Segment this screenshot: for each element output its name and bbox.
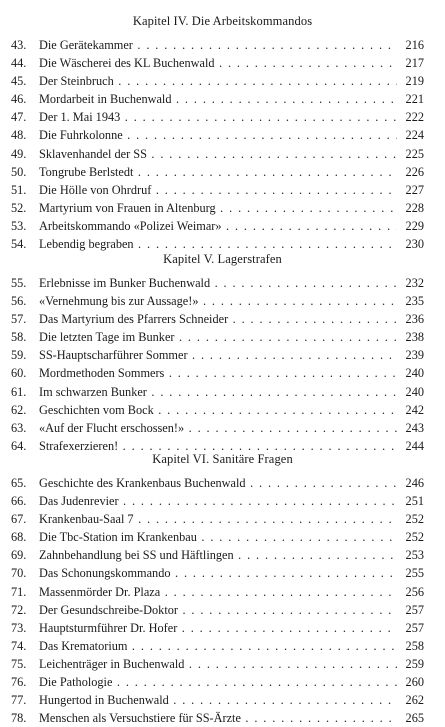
entry-number: 55.	[11, 276, 27, 290]
entry-title: Mordmethoden Sommers . . .	[39, 364, 397, 382]
entry-number: 47.	[11, 110, 27, 125]
entry-number: 68.	[11, 530, 27, 545]
entry-title: Der Gesundschreibe-Doktor . . .	[39, 601, 397, 619]
toc-entry	[0, 492, 445, 510]
entry-title: Leichenträger in Buchenwald . . .	[39, 655, 397, 673]
entry-number: 44.	[11, 56, 27, 71]
entry-number: 50.	[11, 164, 27, 179]
entry-number: 51.	[11, 182, 27, 197]
entry-title: Der Steinbruch . . .	[39, 72, 397, 90]
entry-number: 54.	[11, 237, 27, 252]
chapter-entries	[0, 36, 445, 253]
entry-page-number: 255	[405, 566, 424, 581]
entry-title: Massenmörder Dr. Plaza . . .	[39, 583, 397, 601]
entry-title: Erlebnisse im Bunker Buchenwald . . .	[39, 274, 397, 292]
toc-entry	[0, 54, 445, 72]
entry-title: Das Judenrevier . . .	[39, 492, 397, 510]
entry-page-number: 251	[405, 494, 424, 509]
entry-number: 61.	[11, 384, 27, 399]
entry-number: 74.	[11, 638, 27, 653]
toc-entry	[0, 691, 445, 709]
entry-number: 45.	[11, 74, 27, 89]
entry-number: 62.	[11, 402, 27, 417]
toc-entry	[0, 364, 445, 382]
toc-entry	[0, 510, 445, 528]
entry-title: Das Schonungskommando . . .	[39, 564, 397, 582]
entry-page-number: 222	[405, 110, 424, 125]
chapter-entries	[0, 274, 445, 455]
entry-number: 52.	[11, 200, 27, 215]
entry-title: Im schwarzen Bunker . . .	[39, 383, 397, 401]
entry-number: 70.	[11, 566, 27, 581]
entry-title: Der 1. Mai 1943 . . .	[39, 108, 397, 126]
toc-entry	[0, 310, 445, 328]
entry-page-number: 226	[405, 164, 424, 179]
entry-number: 46.	[11, 92, 27, 107]
toc-entry	[0, 126, 445, 144]
toc-entry	[0, 72, 445, 90]
chapter-heading: Kapitel VI. Sanitäre Fragen	[152, 452, 293, 466]
entry-number: 43.	[11, 38, 27, 52]
entry-title: Mordarbeit in Buchenwald . . .	[39, 90, 397, 108]
toc-entry	[0, 673, 445, 691]
entry-number: 65.	[11, 476, 27, 490]
entry-page-number: 252	[405, 512, 424, 527]
entry-page-number: 221	[405, 92, 424, 107]
entry-title: Zahnbehandlung bei SS und Häftlingen . . .	[39, 546, 397, 564]
entry-title: «Vernehmung bis zur Aussage!» . . .	[39, 292, 397, 310]
entry-number: 69.	[11, 548, 27, 563]
entry-title: Das Krematorium . . .	[39, 637, 397, 655]
entry-page-number: 227	[405, 182, 424, 197]
entry-title: Die letzten Tage im Bunker . . .	[39, 328, 397, 346]
toc-entry	[0, 346, 445, 364]
chapter-section	[0, 250, 445, 455]
entry-number: 48.	[11, 128, 27, 143]
entry-title: Die Hölle von Ohrdruf . . .	[39, 181, 397, 199]
entry-page-number: 256	[405, 584, 424, 599]
entry-page-number: 217	[405, 56, 424, 71]
entry-number: 78.	[11, 711, 27, 726]
entry-title: Arbeitskommando «Polizei Weimar» . . .	[39, 217, 397, 235]
entry-page-number: 216	[405, 38, 424, 52]
chapter-heading: Kapitel V. Lagerstrafen	[163, 252, 282, 266]
toc-entry	[0, 655, 445, 673]
entry-title: Die Tbc-Station im Krankenbau . . .	[39, 528, 397, 546]
entry-page-number: 262	[405, 693, 424, 708]
entry-page-number: 224	[405, 128, 424, 143]
toc-entry	[0, 528, 445, 546]
toc-entry	[0, 709, 445, 727]
entry-title: Martyrium von Frauen in Altenburg . . .	[39, 199, 397, 217]
entry-page-number: 228	[405, 200, 424, 215]
entry-title: Die Pathologie . . .	[39, 673, 397, 691]
entry-page-number: 244	[405, 438, 424, 453]
entry-number: 77.	[11, 693, 27, 708]
entry-title: Geschichten vom Bock . . .	[39, 401, 397, 419]
entry-page-number: 238	[405, 330, 424, 345]
entry-number: 49.	[11, 146, 27, 161]
entry-page-number: 260	[405, 675, 424, 690]
toc-entry	[0, 383, 445, 401]
entry-title: Hungertod in Buchenwald . . .	[39, 691, 397, 709]
entry-number: 67.	[11, 512, 27, 527]
entry-number: 58.	[11, 330, 27, 345]
chapter-section	[0, 450, 445, 727]
entry-title: «Auf der Flucht erschossen!» . . .	[39, 419, 397, 437]
chapter-heading: Kapitel IV. Die Arbeitskommandos	[132, 14, 313, 28]
entry-number: 53.	[11, 218, 27, 233]
entry-number: 73.	[11, 620, 27, 635]
entry-page-number: 246	[405, 476, 424, 490]
entry-title: Das Martyrium des Pfarrers Schneider . . .	[39, 310, 397, 328]
toc-entry	[0, 90, 445, 108]
entry-title: Strafexerzieren! . . .	[39, 437, 397, 455]
entry-title: SS-Hauptscharführer Sommer . . .	[39, 346, 397, 364]
entry-number: 66.	[11, 494, 27, 509]
entry-number: 75.	[11, 656, 27, 671]
entry-title: Menschen als Versuchstiere für SS-Ärzte . . .	[39, 709, 397, 727]
toc-entry	[0, 474, 445, 492]
toc-entry	[0, 145, 445, 163]
entry-page-number: 229	[405, 218, 424, 233]
entry-number: 56.	[11, 294, 27, 309]
entry-title: Sklavenhandel der SS . . .	[39, 145, 397, 163]
entry-title: Lebendig begraben . . .	[39, 235, 397, 253]
entry-page-number: 252	[405, 530, 424, 545]
entry-title: Hauptsturmführer Dr. Hofer . . .	[39, 619, 397, 637]
toc-entry	[0, 292, 445, 310]
entry-page-number: 235	[405, 294, 424, 309]
entry-page-number: 236	[405, 312, 424, 327]
entry-page-number: 265	[405, 711, 424, 726]
entry-title: Geschichte des Krankenbaus Buchenwald . . .	[39, 474, 397, 492]
toc-entry	[0, 217, 445, 235]
entry-title: Die Wäscherei des KL Buchenwald . . .	[39, 54, 397, 72]
toc-entry	[0, 401, 445, 419]
entry-page-number: 257	[405, 620, 424, 635]
entry-page-number: 257	[405, 602, 424, 617]
entry-page-number: 230	[405, 237, 424, 252]
entry-title: Tongrube Berlstedt . . .	[39, 163, 397, 181]
toc-entry	[0, 108, 445, 126]
toc-entry	[0, 274, 445, 292]
entry-number: 59.	[11, 348, 27, 363]
toc-entry	[0, 419, 445, 437]
toc-entry	[0, 181, 445, 199]
entry-page-number: 240	[405, 384, 424, 399]
entry-page-number: 258	[405, 638, 424, 653]
entry-number: 71.	[11, 584, 27, 599]
entry-page-number: 259	[405, 656, 424, 671]
toc-entry	[0, 328, 445, 346]
entry-page-number: 242	[405, 402, 424, 417]
toc-entry	[0, 637, 445, 655]
entry-page-number: 239	[405, 348, 424, 363]
chapter-entries	[0, 474, 445, 727]
entry-page-number: 225	[405, 146, 424, 161]
entry-page-number: 232	[405, 276, 424, 290]
toc-entry	[0, 564, 445, 582]
entry-number: 63.	[11, 420, 27, 435]
entry-number: 57.	[11, 312, 27, 327]
entry-page-number: 243	[405, 420, 424, 435]
entry-page-number: 219	[405, 74, 424, 89]
toc-entry	[0, 163, 445, 181]
toc-entry	[0, 199, 445, 217]
toc-entry	[0, 546, 445, 564]
entry-title: Die Fuhrkolonne . . .	[39, 126, 397, 144]
entry-number: 72.	[11, 602, 27, 617]
entry-title: Die Gerätekammer . . .	[39, 36, 397, 54]
entry-title: Krankenbau-Saal 7 . . .	[39, 510, 397, 528]
toc-entry	[0, 36, 445, 54]
toc-entry	[0, 619, 445, 637]
entry-number: 76.	[11, 675, 27, 690]
entry-number: 64.	[11, 438, 27, 453]
chapter-section	[0, 12, 445, 253]
toc-entry	[0, 601, 445, 619]
entry-number: 60.	[11, 366, 27, 381]
entry-page-number: 253	[405, 548, 424, 563]
entry-page-number: 240	[405, 366, 424, 381]
toc-entry	[0, 583, 445, 601]
